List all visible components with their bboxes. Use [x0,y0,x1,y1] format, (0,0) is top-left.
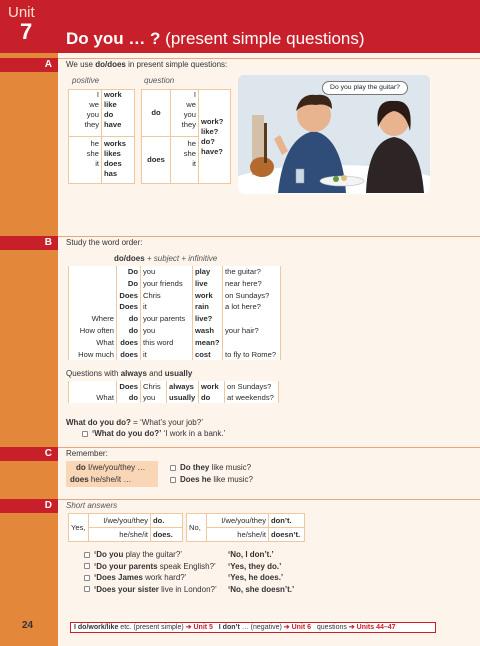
table-cell: works likes does has [102,137,135,184]
arrow-icon: ➔ [283,624,290,631]
always-intro: Questions with always and usually [66,369,193,378]
question-label: question [144,76,175,85]
table-cell: does [142,137,171,184]
table-cell: I/we/you/they [89,514,151,528]
section-a-intro: We use do/does in present simple questions: [66,60,228,69]
always-table [68,381,279,403]
table-cell: Does [117,290,141,302]
table-row [69,325,281,337]
table-cell [69,301,117,313]
table-cell: you [141,325,193,337]
table-row [69,349,281,361]
section-c-divider [58,447,480,448]
units-44-47-link[interactable]: Units 44–47 [356,624,396,631]
table-cell: always [167,381,199,392]
section-b-tab [0,236,58,250]
table-cell: your parents [141,313,193,325]
page-header [58,0,480,53]
table-cell: Where [69,313,117,325]
word-order-heading: do/does + subject + infinitive [114,254,218,263]
section-d-letter: D [44,500,52,511]
arrow-icon: ➔ [185,624,192,631]
page-number: 24 [22,620,34,631]
table-cell: I/we/you/they [207,514,269,528]
table-row [187,514,305,528]
section-a-tab [0,58,58,72]
unit-label: Unit [8,4,35,21]
section-b-divider [58,236,480,237]
table-cell: your friends [141,278,193,290]
checkbox-icon [84,575,90,581]
table-cell: How much [69,349,117,361]
table-cell: does [117,337,141,349]
remember-row-do: do I/we/you/they … [76,463,146,472]
table-cell: you [141,266,193,278]
whatdo-example: ‘What do you do?’ ‘I work in a bank.’ [82,429,225,438]
table-cell: on Sundays? [223,290,281,302]
section-b-letter: B [44,237,52,248]
table-row [69,137,135,184]
table-cell: it [141,349,193,361]
remember-example-2: Does he like music? [170,475,253,484]
example-answer: ‘Yes, he does.’ [228,573,284,582]
table-cell: usually [167,392,199,403]
table-cell: play [193,266,223,278]
arrow-icon: ➔ [348,624,355,631]
table-cell: work [199,381,225,392]
table-row [142,90,231,137]
unit-number: 7 [20,19,33,44]
checkbox-icon [82,431,88,437]
table-cell [69,266,117,278]
example-answer: ‘Yes, they do.’ [228,561,282,571]
table-cell: do [117,392,141,403]
title-rest: (present simple questions) [160,29,365,48]
unit-6-link[interactable]: Unit 6 [291,624,312,631]
left-margin [0,0,58,646]
table-cell: he she it [69,137,102,184]
table-cell: Does [117,301,141,313]
table-cell: What [69,392,117,403]
whatdo-definition: What do you do? = ‘What’s your job?’ [66,418,203,427]
question-table [141,89,231,184]
table-cell: he/she/it [89,528,151,542]
checkbox-icon [84,552,90,558]
example-item: ‘Do you play the guitar?’ [84,550,182,559]
checkbox-icon [170,477,176,483]
cross-reference-bar: I do/work/like etc. (present simple) ➔ Unit 5 I don’t … (negative) ➔ Unit 6 questions ➔ Units 44–47 [70,622,436,633]
short-answers-yes-table [68,513,183,542]
example-answer: ‘No, I don’t.’ [228,550,274,559]
section-c-intro: Remember: [66,449,108,458]
table-row [69,266,281,278]
table-cell: doesn’t. [269,528,305,542]
table-cell: he she it [171,137,199,184]
table-cell: do [117,325,141,337]
section-c-tab [0,447,58,461]
page-title [66,29,365,49]
table-row [69,301,281,313]
table-cell: mean? [193,337,223,349]
table-cell: at weekends? [225,392,279,403]
table-cell: live? [193,313,223,325]
table-cell [69,381,117,392]
table-cell: it [141,301,193,313]
table-cell: he/she/it [207,528,269,542]
table-cell: work? like? do? have? [199,90,231,184]
table-row [69,337,281,349]
table-cell [69,278,117,290]
table-cell: cost [193,349,223,361]
table-cell: do [142,90,171,137]
unit-5-link[interactable]: Unit 5 [193,624,213,631]
table-cell: live [193,278,223,290]
remember-example-1: Do they like music? [170,463,251,472]
table-cell [223,337,281,349]
table-cell: rain [193,301,223,313]
section-b-intro: Study the word order: [66,238,143,247]
speech-bubble: Do you play the guitar? [322,81,408,95]
table-cell: don’t. [269,514,305,528]
table-row [69,290,281,302]
table-cell: on Sundays? [225,381,279,392]
checkbox-icon [84,586,90,592]
table-cell: you [141,392,167,403]
table-cell: Chris [141,290,193,302]
table-cell: wash [193,325,223,337]
table-cell: a lot here? [223,301,281,313]
table-cell: to fly to Rome? [223,349,281,361]
table-cell: I we you they [171,90,199,137]
section-d-intro: Short answers [66,501,118,510]
table-cell: does. [151,528,183,542]
table-cell: Yes, [69,514,89,542]
table-cell: near here? [223,278,281,290]
table-cell: How often [69,325,117,337]
table-cell: No, [187,514,207,542]
table-cell: your hair? [223,325,281,337]
table-row [69,514,183,528]
example-item: ‘Does your sister live in London?’ [84,585,217,594]
table-cell: I we you they [69,90,102,137]
example-item: ‘Does James work hard?’ [84,573,187,582]
table-cell: does [117,349,141,361]
table-cell: do. [151,514,183,528]
section-c-letter: C [44,448,52,459]
section-a-letter: A [44,59,52,70]
section-a-divider [58,58,480,59]
table-row [69,278,281,290]
word-order-table [68,266,281,360]
unit-block [0,0,58,53]
table-cell [223,313,281,325]
positive-table [68,89,135,184]
table-cell: this word [141,337,193,349]
table-cell: do [199,392,225,403]
short-answers-no-table [186,513,305,542]
table-cell: work [193,290,223,302]
table-cell [69,290,117,302]
table-row [69,381,279,392]
checkbox-icon [84,563,90,569]
table-row [69,313,281,325]
table-cell: What [69,337,117,349]
table-cell: work like do have [102,90,135,137]
title-bold: Do you … ? [66,29,161,48]
table-cell: Does [117,381,141,392]
example-answer: ‘No, she doesn’t.’ [228,584,295,594]
table-row [69,90,135,137]
table-cell: Chris [141,381,167,392]
example-item: ‘Do your parents speak English?’ [84,562,216,571]
section-d-divider [58,499,480,500]
table-cell: Do [117,278,141,290]
remember-row-does: does he/she/it … [70,475,132,484]
table-cell: Do [117,266,141,278]
section-d-tab [0,499,58,513]
table-cell: the guitar? [223,266,281,278]
table-row [69,392,279,403]
positive-label: positive [72,76,100,85]
checkbox-icon [170,465,176,471]
table-cell: do [117,313,141,325]
